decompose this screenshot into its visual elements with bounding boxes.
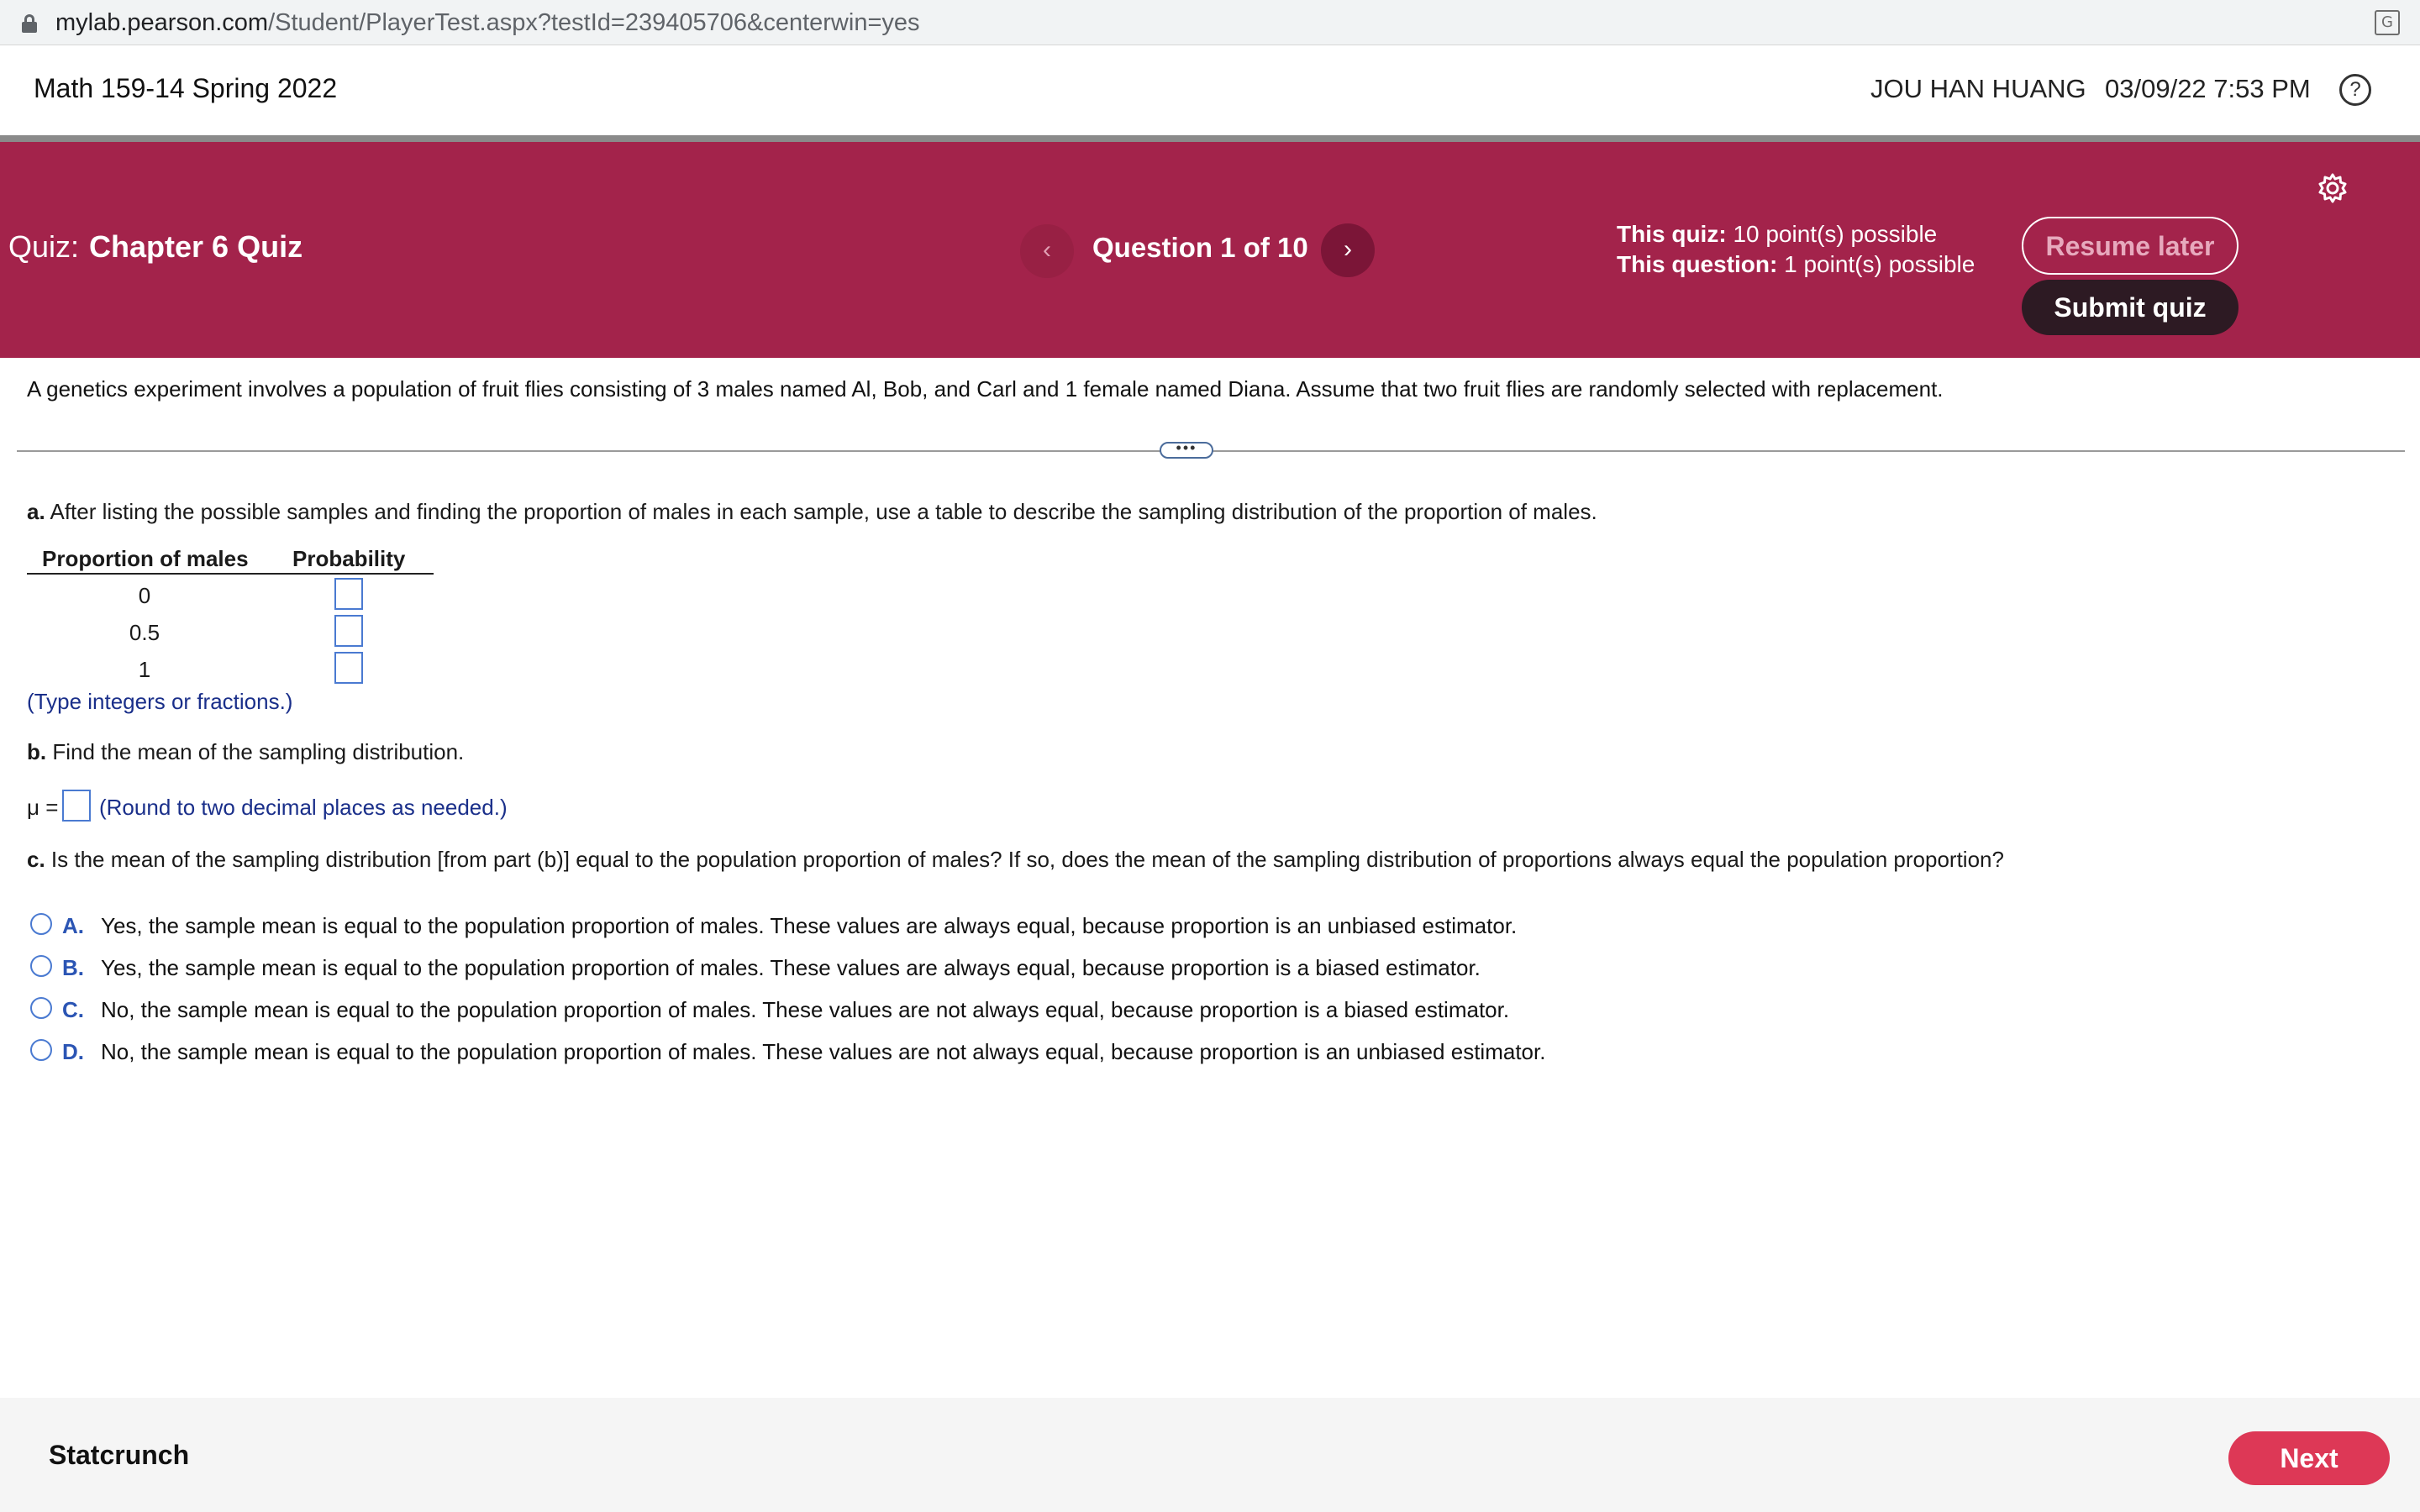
- question-points-label: This question:: [1617, 251, 1778, 277]
- sampling-distribution-table: [27, 544, 434, 685]
- url-host: mylab.pearson.com: [55, 9, 269, 36]
- quiz-label: Quiz:: [8, 229, 80, 264]
- choice-text[interactable]: No, the sample mean is equal to the population proportion of males. These values are not always equal, because proportion is an unbiased estimator.: [101, 1039, 1546, 1064]
- resume-later-button[interactable]: Resume later: [2022, 217, 2238, 275]
- radio-button[interactable]: [30, 913, 52, 935]
- table-row: [27, 575, 434, 612]
- column-header-probability: Probability: [292, 546, 406, 571]
- choice-letter: D.: [62, 1039, 84, 1064]
- question-intro: A genetics experiment involves a population of fruit flies consisting of 3 males named Al, Bob, and Carl and 1 female named Diana. Assume that two fruit flies are randomly selected with replacement.: [27, 376, 1944, 402]
- browser-url-bar[interactable]: [0, 0, 2420, 45]
- probability-input-0.5[interactable]: [334, 615, 363, 647]
- part-a-text: After listing the possible samples and finding the proportion of males in each sample, use a table to describe the sampling distribution of the proportion of males.: [50, 499, 1597, 524]
- choice-text[interactable]: Yes, the sample mean is equal to the population proportion of males. These values are always equal, because proportion is a biased estimator.: [101, 955, 1481, 980]
- part-c-prompt: [27, 847, 2004, 873]
- part-b-text: Find the mean of the sampling distribution.: [52, 739, 465, 764]
- choice-letter: A.: [62, 913, 84, 938]
- table-row: [27, 612, 434, 648]
- choice-text[interactable]: Yes, the sample mean is equal to the population proportion of males. These values are always equal, because proportion is an unbiased estimator.: [101, 913, 1518, 938]
- radio-button[interactable]: [30, 997, 52, 1019]
- url-path: /Student/PlayerTest.aspx?testId=239405706&centerwin=yes: [268, 9, 920, 36]
- proportion-value: 1: [138, 657, 151, 682]
- choice-letter: C.: [62, 997, 84, 1022]
- help-icon[interactable]: ?: [2339, 74, 2371, 106]
- question-counter[interactable]: Question 1 of 10: [1092, 232, 1308, 263]
- probability-input-1[interactable]: [334, 652, 363, 684]
- mu-label: μ =: [27, 795, 59, 820]
- part-b-hint: (Round to two decimal places as needed.): [99, 795, 508, 820]
- user-name: JOU HAN HUANG: [1870, 74, 2086, 103]
- lock-icon: [22, 14, 37, 33]
- course-header: [0, 46, 2420, 135]
- part-c-letter: c.: [27, 847, 45, 872]
- choice-text[interactable]: No, the sample mean is equal to the population proportion of males. These values are not always equal, because proportion is a biased estimator.: [101, 997, 1510, 1022]
- header-divider: [0, 135, 2420, 142]
- quiz-title: [8, 229, 302, 265]
- table-row: [27, 648, 434, 685]
- gear-icon[interactable]: [2316, 171, 2349, 205]
- proportion-value: 0: [138, 583, 151, 608]
- next-question-button[interactable]: ›: [1321, 223, 1375, 277]
- expand-handle[interactable]: •••: [1160, 442, 1213, 459]
- quiz-points-label: This quiz:: [1617, 221, 1727, 247]
- course-title: Math 159-14 Spring 2022: [34, 73, 338, 103]
- part-b-prompt: [27, 739, 464, 765]
- submit-quiz-button[interactable]: Submit quiz: [2022, 280, 2238, 335]
- radio-button[interactable]: [30, 1039, 52, 1061]
- part-b-letter: b.: [27, 739, 47, 764]
- part-c-text: Is the mean of the sampling distribution [from part (b)] equal to the population proportion of males? If so, does the mean of the sampling distribution of proportions always equal the population proportion?: [50, 847, 2004, 872]
- footer-bar: [0, 1398, 2420, 1512]
- part-a-prompt: [27, 499, 1597, 525]
- question-points-value: 1 point(s) possible: [1784, 251, 1975, 277]
- previous-question-button[interactable]: ‹: [1020, 224, 1074, 278]
- translate-icon[interactable]: G: [2375, 10, 2400, 35]
- quiz-name: Chapter 6 Quiz: [89, 229, 303, 264]
- next-button[interactable]: Next: [2228, 1431, 2390, 1485]
- column-header-proportion: Proportion of males: [42, 546, 249, 571]
- datetime: 03/09/22 7:53 PM: [2105, 74, 2311, 103]
- probability-input-0[interactable]: [334, 578, 363, 610]
- part-a-hint: (Type integers or fractions.): [27, 689, 293, 714]
- choice-letter: B.: [62, 955, 84, 980]
- quiz-points-value: 10 point(s) possible: [1733, 221, 1938, 247]
- points-info: [1617, 219, 1975, 280]
- mean-input[interactable]: [62, 790, 91, 822]
- url-text[interactable]: [55, 9, 920, 37]
- table-header: [27, 544, 434, 575]
- quiz-banner: [0, 142, 2420, 358]
- proportion-value: 0.5: [129, 620, 160, 645]
- part-a-letter: a.: [27, 499, 45, 524]
- statcrunch-link[interactable]: Statcrunch: [49, 1440, 190, 1470]
- radio-button[interactable]: [30, 955, 52, 977]
